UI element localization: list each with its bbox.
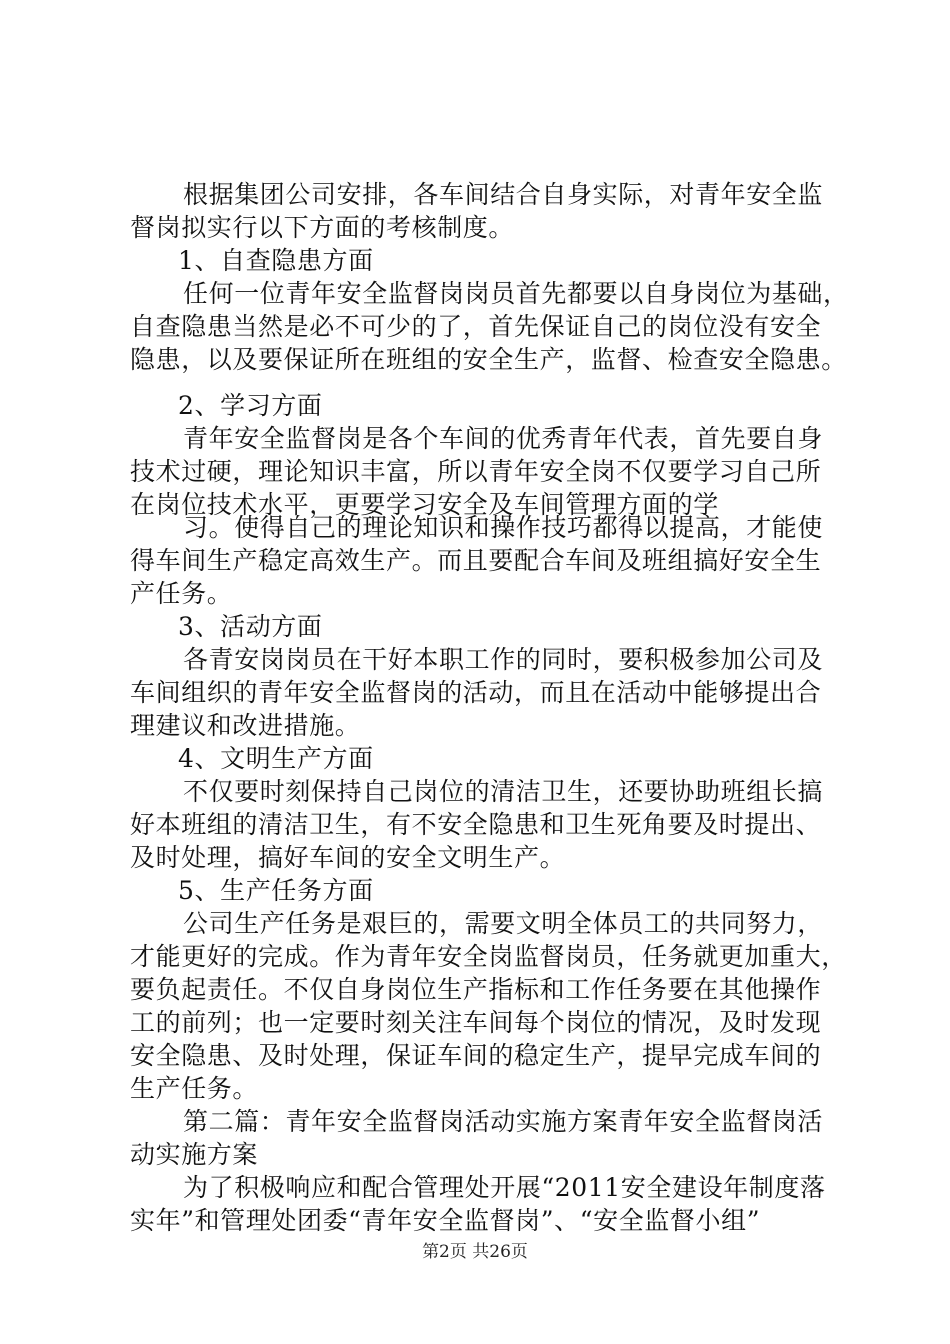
section-heading: 2、学习方面 bbox=[178, 391, 323, 420]
paragraph-line: 隐患，以及要保证所在班组的安全生产，监督、检查安全隐患。 bbox=[130, 345, 847, 374]
paragraph-line: 理建议和改进措施。 bbox=[130, 711, 361, 740]
paragraph-line: 在岗位技术水平，更要学习安全及车间管理方面的学 bbox=[130, 490, 719, 519]
paragraph-line: 习。使得自己的理论知识和操作技巧都得以提高，才能使 bbox=[183, 513, 824, 542]
paragraph-line: 好本班组的清洁卫生，有不安全隐患和卫生死角要及时提出、 bbox=[130, 810, 822, 839]
paragraph-line: 工的前列；也一定要时刻关注车间每个岗位的情况，及时发现 bbox=[130, 1008, 822, 1037]
paragraph-line: 为了积极响应和配合管理处开展“2011安全建设年制度落 bbox=[183, 1173, 826, 1202]
paragraph-line: 得车间生产稳定高效生产。而且要配合车间及班组搞好安全生 bbox=[130, 546, 822, 575]
paragraph-line: 要负起责任。不仅自身岗位生产指标和工作任务要在其他操作 bbox=[130, 975, 822, 1004]
paragraph-line: 安全隐患、及时处理，保证车间的稳定生产，提早完成车间的 bbox=[130, 1041, 822, 1070]
chapter-heading-continued: 动实施方案 bbox=[130, 1140, 259, 1169]
paragraph-line: 生产任务。 bbox=[130, 1074, 259, 1103]
paragraph-line: 各青安岗岗员在干好本职工作的同时，要积极参加公司及 bbox=[183, 645, 824, 674]
section-heading: 1、自查隐患方面 bbox=[178, 246, 374, 275]
section-heading: 5、生产任务方面 bbox=[178, 876, 374, 905]
chapter-heading: 第二篇：青年安全监督岗活动实施方案青年安全监督岗活 bbox=[183, 1107, 824, 1136]
paragraph-line: 根据集团公司安排，各车间结合自身实际，对青年安全监 bbox=[183, 180, 824, 209]
paragraph-line: 自查隐患当然是必不可少的了，首先保证自己的岗位没有安全 bbox=[130, 312, 822, 341]
paragraph-line: 及时处理，搞好车间的安全文明生产。 bbox=[130, 843, 566, 872]
paragraph-line: 青年安全监督岗是各个车间的优秀青年代表，首先要自身 bbox=[183, 424, 824, 453]
paragraph-line: 任何一位青年安全监督岗岗员首先都要以自身岗位为基础， bbox=[183, 279, 849, 308]
paragraph-line: 公司生产任务是艰巨的，需要文明全体员工的共同努力， bbox=[183, 909, 824, 938]
paragraph-line: 产任务。 bbox=[130, 579, 233, 608]
paragraph-line: 实年”和管理处团委“青年安全监督岗”、“安全监督小组” bbox=[130, 1206, 761, 1235]
paragraph-line: 技术过硬，理论知识丰富，所以青年安全岗不仅要学习自己所 bbox=[130, 457, 822, 486]
paragraph-line: 车间组织的青年安全监督岗的活动，而且在活动中能够提出合 bbox=[130, 678, 822, 707]
paragraph-line: 才能更好的完成。作为青年安全岗监督岗员，任务就更加重大， bbox=[130, 942, 847, 971]
page-number-footer: 第2页 共26页 bbox=[422, 1242, 528, 1262]
section-heading: 3、活动方面 bbox=[178, 612, 323, 641]
paragraph-line: 不仅要时刻保持自己岗位的清洁卫生，还要协助班组长搞 bbox=[183, 777, 824, 806]
section-heading: 4、文明生产方面 bbox=[178, 744, 374, 773]
paragraph-line: 督岗拟实行以下方面的考核制度。 bbox=[130, 213, 515, 242]
